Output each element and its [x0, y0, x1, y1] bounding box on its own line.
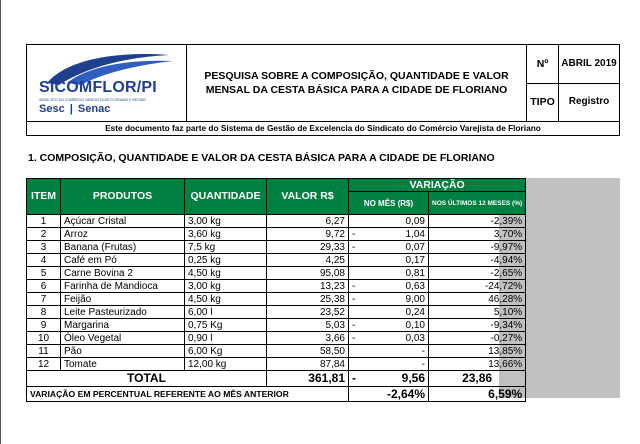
cell-mes	[349, 241, 429, 254]
cell-mes-value: 0,24	[405, 306, 425, 318]
table-body	[27, 215, 526, 402]
cell-mes	[349, 280, 429, 293]
cell-item: 1	[27, 215, 61, 228]
cell-quantidade: 4,50 kg	[185, 293, 267, 306]
document-notice: Este documento faz parte do Sistema de Gestão de Excelencia do Sindicato do Comércio Varejista de Floriano	[26, 122, 620, 136]
variacao-percentual-doze: 6,59%	[429, 387, 526, 402]
cell-mes-value: 0,17	[405, 254, 425, 266]
cell-valor: 87,84	[267, 358, 349, 371]
cell-doze: -9,97%	[429, 241, 526, 254]
cell-quantidade: 12,00 kg	[185, 358, 267, 371]
variacao-percentual-mes: -2,64%	[349, 387, 429, 402]
cell-produto: Arroz	[61, 228, 185, 241]
document-title: PESQUISA SOBRE A COMPOSIÇÃO, QUANTIDADE E VALOR MENSAL DA CESTA BÁSICA PARA A CIDADE DE FLORIANO	[187, 45, 527, 121]
cell-item: 5	[27, 267, 61, 280]
cell-mes	[349, 293, 429, 306]
logo-brand-separator: |	[69, 103, 73, 115]
cell-produto: Leite Pasteurizado	[61, 306, 185, 319]
total-label: TOTAL	[27, 371, 267, 387]
cell-mes-value: 0,10	[405, 319, 425, 331]
cell-mes	[349, 306, 429, 319]
table-row	[27, 215, 526, 228]
total-row	[27, 371, 526, 387]
table-row	[27, 345, 526, 358]
cell-mes-value: 0,63	[405, 280, 425, 292]
cell-doze: -2,39%	[429, 215, 526, 228]
cell-mes-value: 1,04	[405, 228, 425, 240]
cell-produto: Margarina	[61, 319, 185, 332]
cell-mes-value: 0,03	[405, 332, 425, 344]
cell-doze: 13,66%	[429, 358, 526, 371]
header-variacao: VARIAÇÃO	[349, 179, 526, 192]
table-row	[27, 267, 526, 280]
cell-valor: 23,52	[267, 306, 349, 319]
meta-number-value: ABRIL 2019	[561, 58, 617, 69]
cell-valor: 25,38	[267, 293, 349, 306]
cell-valor: 6,27	[267, 215, 349, 228]
cell-valor: 29,33	[267, 241, 349, 254]
document-meta	[527, 45, 619, 121]
cell-quantidade: 0,25 kg	[185, 254, 267, 267]
total-valor: 361,81	[267, 371, 349, 387]
cell-item: 6	[27, 280, 61, 293]
cell-quantidade: 3,60 kg	[185, 228, 267, 241]
cell-mes-sign: -	[352, 241, 356, 253]
variacao-percentual-row	[27, 387, 526, 402]
cell-doze: 3,70%	[429, 228, 526, 241]
cell-produto: Tomate	[61, 358, 185, 371]
cell-mes-sign: -	[352, 332, 356, 344]
cell-item: 8	[27, 306, 61, 319]
header-ultimos-12: NOS ÚLTIMOS 12 MESES (%)	[429, 192, 526, 215]
cell-quantidade: 0,90 l	[185, 332, 267, 345]
header-quantidade: QUANTIDADE	[185, 179, 267, 215]
table-row	[27, 306, 526, 319]
logo-brand-senac: Senac	[77, 103, 111, 115]
table-row	[27, 358, 526, 371]
total-mes	[349, 371, 429, 387]
header-valor: VALOR R$	[267, 179, 349, 215]
cell-item: 10	[27, 332, 61, 345]
section-title: 1. COMPOSIÇÃO, QUANTIDADE E VALOR DA CESTA BÁSICA PARA A CIDADE DE FLORIANO	[28, 152, 495, 164]
cell-quantidade: 0,75 Kg	[185, 319, 267, 332]
total-doze: 23,86	[429, 371, 526, 387]
cell-valor: 9,72	[267, 228, 349, 241]
cell-quantidade: 6,00 l	[185, 306, 267, 319]
meta-type-label: TIPO	[527, 83, 559, 121]
cell-produto: Banana (Frutas)	[61, 241, 185, 254]
cesta-basica-table	[26, 178, 526, 402]
cell-produto: Óleo Vegetal	[61, 332, 185, 345]
cell-quantidade: 3,00 kg	[185, 280, 267, 293]
meta-type-value: Registro	[568, 96, 610, 107]
total-mes-value: 9,56	[401, 371, 425, 385]
cell-valor: 13,23	[267, 280, 349, 293]
logo-brands	[39, 103, 110, 115]
cell-item: 12	[27, 358, 61, 371]
cell-mes-sign: -	[352, 293, 356, 305]
cell-mes	[349, 332, 429, 345]
cell-mes	[349, 345, 429, 358]
cell-doze: 13,85%	[429, 345, 526, 358]
logo-brand-sesc: Sesc	[39, 103, 65, 115]
cell-produto: Carne Bovina 2	[61, 267, 185, 280]
table-row	[27, 332, 526, 345]
cell-quantidade: 6,00 Kg	[185, 345, 267, 358]
cell-doze: -4,94%	[429, 254, 526, 267]
cell-item: 9	[27, 319, 61, 332]
cell-mes-value: 0,07	[405, 241, 425, 253]
meta-number-label: Nº	[527, 45, 559, 83]
cell-mes	[349, 215, 429, 228]
logo-subtitle: SINDICATO DO COMÉRCIO VAREJISTA DE FLORIANO E REGIÃO	[39, 98, 147, 102]
cell-valor: 58,50	[267, 345, 349, 358]
cell-mes	[349, 228, 429, 241]
table-row	[27, 228, 526, 241]
table-row	[27, 280, 526, 293]
table-row	[27, 319, 526, 332]
header-no-mes: NO MÊS (R$)	[349, 192, 429, 215]
header-produtos: PRODUTOS	[61, 179, 185, 215]
cell-produto: Farinha de Mandioca	[61, 280, 185, 293]
cell-produto: Feijão	[61, 293, 185, 306]
cell-mes	[349, 319, 429, 332]
cell-valor: 4,25	[267, 254, 349, 267]
cell-item: 11	[27, 345, 61, 358]
cell-quantidade: 7,5 kg	[185, 241, 267, 254]
variacao-percentual-label: VARIAÇÃO EM PERCENTUAL REFERENTE AO MÊS ANTERIOR	[27, 387, 349, 402]
cell-item: 4	[27, 254, 61, 267]
cell-doze: 46,28%	[429, 293, 526, 306]
cell-mes-value: -	[421, 345, 425, 357]
cell-produto: Pão	[61, 345, 185, 358]
cell-mes-sign: -	[352, 280, 356, 292]
cell-mes-value: 9,00	[405, 293, 425, 305]
meta-number-row	[527, 45, 619, 84]
table-row	[27, 241, 526, 254]
cell-mes	[349, 358, 429, 371]
cell-produto: Café em Pó	[61, 254, 185, 267]
logo	[27, 45, 187, 121]
cell-item: 2	[27, 228, 61, 241]
table-row	[27, 293, 526, 306]
cell-produto: Açúcar Cristal	[61, 215, 185, 228]
cell-doze: -2,65%	[429, 267, 526, 280]
cell-valor: 95,08	[267, 267, 349, 280]
cell-doze: -9,34%	[429, 319, 526, 332]
cell-doze: -0,27%	[429, 332, 526, 345]
total-mes-sign: -	[352, 371, 356, 385]
table-row	[27, 254, 526, 267]
cell-mes-sign: -	[352, 228, 356, 240]
logo-name: SICOMFLOR/PI	[39, 79, 157, 96]
cell-mes	[349, 254, 429, 267]
meta-type-row	[527, 83, 619, 121]
cell-quantidade: 4,50 kg	[185, 267, 267, 280]
document-header	[26, 44, 620, 122]
cell-quantidade: 3,00 kg	[185, 215, 267, 228]
cell-valor: 5,03	[267, 319, 349, 332]
header-item: ITEM	[27, 179, 61, 215]
cell-mes	[349, 267, 429, 280]
cell-item: 3	[27, 241, 61, 254]
cell-valor: 3,66	[267, 332, 349, 345]
cell-mes-sign: -	[352, 319, 356, 331]
cell-doze: -24,72%	[429, 280, 526, 293]
cell-mes-value: -	[421, 358, 425, 370]
cell-mes-value: 0,81	[405, 267, 425, 279]
cell-doze: 5,10%	[429, 306, 526, 319]
cell-item: 7	[27, 293, 61, 306]
page-edge	[0, 0, 1, 444]
cell-mes-value: 0,09	[405, 215, 425, 227]
